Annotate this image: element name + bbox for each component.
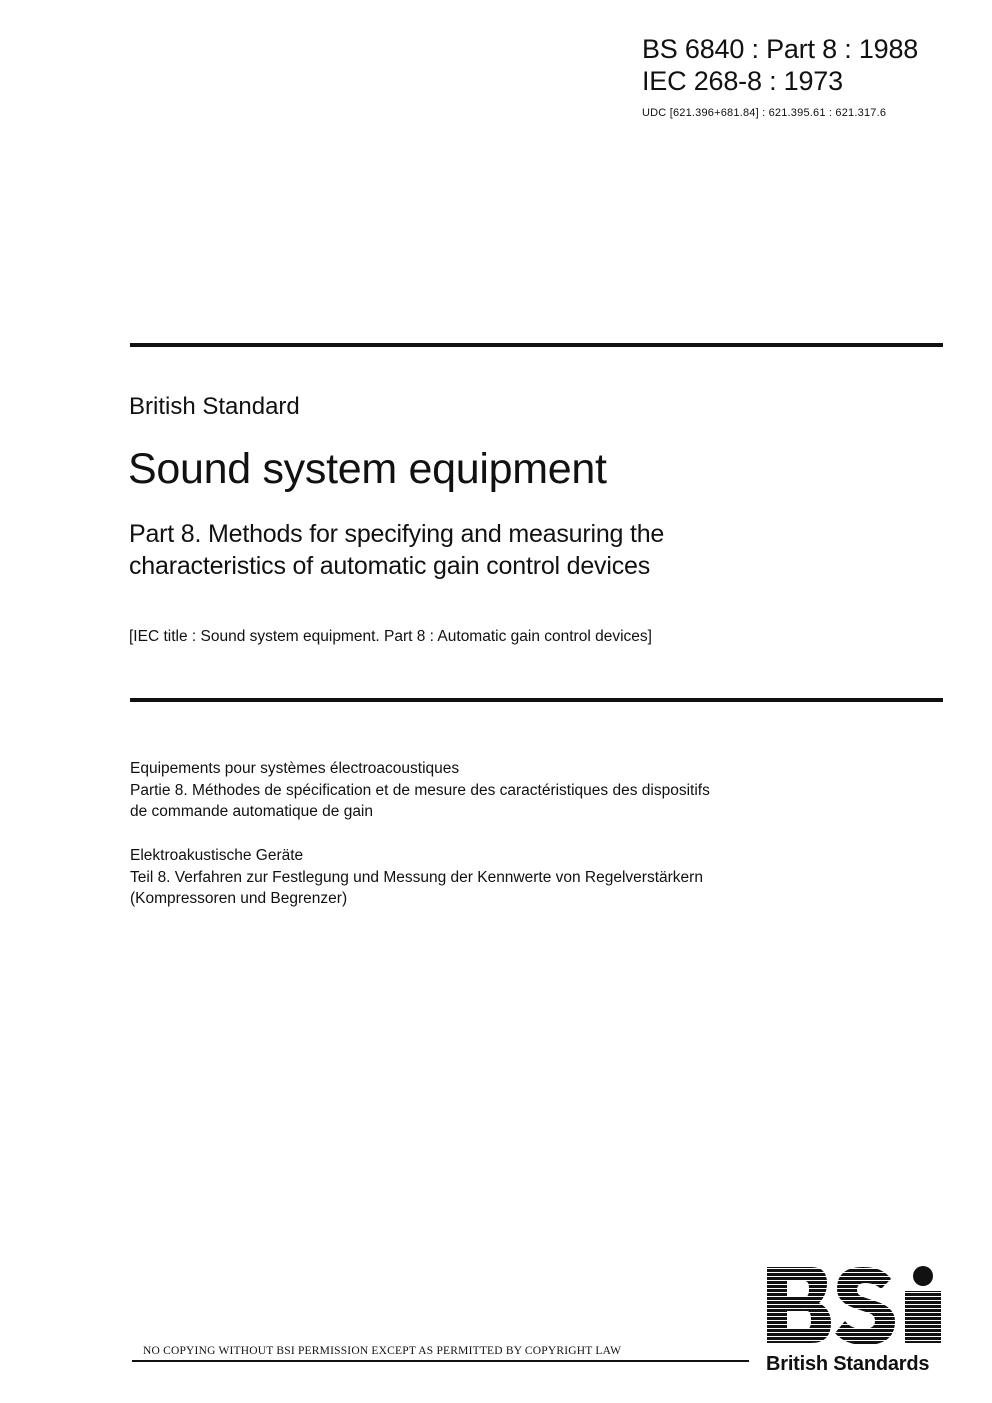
french-title bbox=[130, 758, 890, 823]
french-title-line-3: de commande automatique de gain bbox=[130, 803, 373, 820]
german-title bbox=[130, 845, 890, 910]
main-title: Sound system equipment bbox=[128, 445, 607, 493]
bsi-logo bbox=[765, 1265, 943, 1376]
german-title-line-3: (Kompressoren und Begrenzer) bbox=[130, 890, 348, 907]
german-title-line-2: Teil 8. Verfahren zur Festlegung und Messung der Kennwerte von Regelverstärkern bbox=[130, 868, 703, 886]
french-title-line-2: Partie 8. Méthodes de spécification et de mesure des caractéristiques des dispositifs bbox=[130, 781, 710, 799]
copyright-notice: NO COPYING WITHOUT BSI PERMISSION EXCEPT AS PERMITTED BY COPYRIGHT LAW bbox=[143, 1345, 622, 1357]
iec-title: [IEC title : Sound system equipment. Part 8 : Automatic gain control devices] bbox=[129, 628, 652, 645]
bsi-logo-mark bbox=[765, 1265, 943, 1345]
french-title-line-1: Equipements pour systèmes électroacoustiques bbox=[130, 760, 460, 777]
subtitle-line-2: characteristics of automatic gain control devices bbox=[129, 552, 650, 580]
udc-classification: UDC [621.396+681.84] : 621.395.61 : 621.317.6 bbox=[642, 107, 887, 119]
copyright-rule bbox=[132, 1360, 749, 1362]
bs-number: BS 6840 : Part 8 : 1988 bbox=[642, 34, 919, 64]
iec-number: IEC 268-8 : 1973 bbox=[642, 66, 843, 96]
subtitle-line-1: Part 8. Methods for specifying and measuring the bbox=[129, 520, 665, 548]
german-title-line-1: Elektroakustische Geräte bbox=[130, 847, 304, 864]
subtitle bbox=[129, 518, 949, 582]
top-rule bbox=[130, 343, 943, 347]
middle-rule bbox=[130, 698, 943, 702]
standard-type: British Standard bbox=[129, 393, 300, 420]
bsi-logo-caption: British Standards bbox=[766, 1353, 930, 1375]
